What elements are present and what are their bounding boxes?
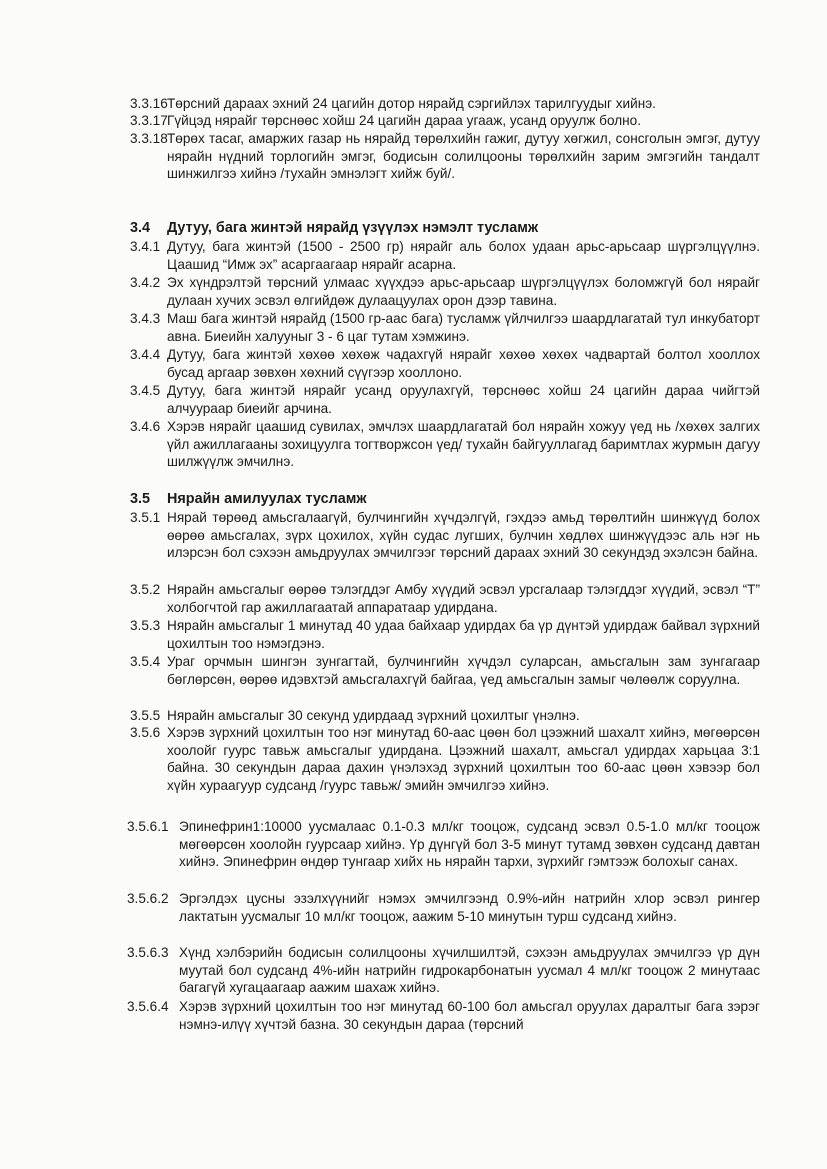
list-item (130, 346, 760, 382)
item-text: Ураг орчмын шингэн зунгагтай, булчингийн хүчдэл суларсан, амьсгалын зам зунгагаар бөглөрсөн, өөрөө идэвхтэй амьсгалахгүй байгаа, үед амьсгалын замыг чөлөөлж соруулна. (167, 654, 760, 687)
item-number: 3.3.18 (130, 131, 168, 146)
item-number: 3.3.17 (130, 113, 168, 128)
item-text: Нярайн амьсгалыг өөрөө тэлэгддэг Амбу хүүдий эсвэл урсгалаар тэлэгддэг хүүдий, эсвэл “Т” холбогчтой гар ажиллагаатай аппаратаар удирдана. (167, 582, 760, 615)
item-text: Нярай төрөөд амьсгалаагүй, булчингийн хүчдэлгүй, гэхдээ амьд төрөлтийн шинжүүд болох өөрөө амьсгалах, зүрх цохилох, хүйн судас лугших, булчин хөдлөх шинжүүдээс аль нэг нь илэрсэн бол сэхээн амьдруулах эмчилгээг төрсний дараах эхний 30 секундэд эхэлсэн байна. (167, 510, 760, 561)
item-text: Гүйцэд нярайг төрснөөс хойш 24 цагийн дараа угааж, усанд оруулж болно. (167, 113, 641, 128)
sub-list-item (127, 818, 760, 890)
item-text: Эпинефрин1:10000 уусмалаас 0.1-0.3 мл/кг тооцож, судсанд эсвэл 0.5-1.0 мл/кг тооцож мөгөөрсөн хоолойн гуурсаар хийнэ. Үр дүнгүй бол 3-5 минут тутамд зөвхөн судсанд давтан хийнэ. Эпинефрин өндөр тунгаар хийх нь нярайн тархи, зүрхийг гэмтээж болохыг санах. (179, 819, 760, 870)
item-number: 3.4.6 (130, 419, 161, 434)
item-text: Нярайн амьсгалыг 30 секунд удирдаад зүрхний цохилтыг үнэлнэ. (167, 708, 580, 723)
item-number: 3.5.6.3 (127, 945, 169, 960)
item-number: 3.5.3 (130, 618, 161, 633)
list-item (130, 382, 760, 418)
item-text: Дутуу, бага жинтэй хөхөө хөхөж чадахгүй нярайг хөхөө хөхөх чадвартай болтол хооллох бусад аргаар зөвхөн хөхний сүүгээр хооллоно. (167, 347, 760, 380)
section-title: Нярайн амилуулах тусламж (167, 491, 367, 507)
list-item (130, 112, 760, 130)
list-item (130, 617, 760, 653)
list-item (130, 581, 760, 617)
item-number: 3.4.5 (130, 383, 161, 398)
item-text: Маш бага жинтэй нярайд (1500 гр-аас бага) тусламж үйлчилгээ шаардлагатай тул инкубаторт авна. Биеийн халууныг 3 - 6 цаг тутам хэмжинэ. (167, 311, 760, 344)
list-item (130, 707, 760, 725)
list-item (130, 95, 760, 113)
item-number: 3.4.3 (130, 311, 161, 326)
item-number: 3.5.4 (130, 654, 161, 669)
item-number: 3.5.2 (130, 582, 161, 597)
item-text: Хэрэв зүрхний цохилтын тоо нэг минутад 60-аас цөөн бол цээжний шахалт хийнэ, мөгөөрсөн хоолойг гуурс тавьж амьсгалыг удирдана. Цээжний шахалт, амьсгал удирдах харьцаа 3:1 байна. 30 секундын дараа дахин үнэлэхэд зүрхний цохилтын тоо 60-аас цөөн хэвээр бол хүйн хураагуур судсанд /гуурс тавьж/ эмийн эмчилгээ хийнэ. (167, 725, 760, 793)
item-text: Хэрэв нярайг цаашид сувилах, эмчлэх шаардлагатай бол нярайн хожуу үед нь /хөхөх залгих үйл ажиллагааны зохицуулга тогтворжсон үед/ тухайн байгууллагад баримтлах журмын дагуу шилжүүлж эмчилнэ. (167, 419, 760, 470)
item-number: 3.5.6.1 (127, 819, 169, 834)
item-text: Дутуу, бага жинтэй (1500 - 2500 гр) нярайг аль болох удаан арьс-арьсаар шүргэлцүүлнэ. Цаашид “Имж эх” асаргаагаар нярайг асарна. (167, 239, 760, 272)
item-number: 3.5.6 (130, 725, 161, 740)
section-heading (130, 219, 760, 239)
list-item (130, 130, 760, 202)
list-item (130, 310, 760, 346)
item-text: Хэрэв зүрхний цохилтын тоо нэг минутад 60-100 бол амьсгал оруулах даралтыг бага зэрэг нэмнэ-илүү хүчтэй базна. 30 секундын дараа (төрсний (179, 999, 760, 1032)
item-number: 3.5.1 (130, 510, 161, 525)
sub-list-item (127, 890, 760, 944)
list-item (130, 418, 760, 472)
item-text: Эргэлдэх цусны эзэлхүүнийг нэмэх эмчилгээнд 0.9%-ийн натрийн хлор эсвэл рингер лактатын уусмалыг 10 мл/кг тооцож, аажим 5-10 минутын турш судсанд хийнэ. (179, 891, 760, 924)
item-text: Төрөх тасаг, амаржих газар нь нярайд төрөлхийн гажиг, дутуу хөгжил, сонсголын эмгэг, дутуу нярайн нүдний торлогийн эмгэг, бодисын солилцооны төрөлхийн зарим эмгэгийн тандалт шинжилгээ хийнэ /тухайн эмнэлэгт хийж буй/. (167, 131, 760, 182)
item-text: Төрсний дараах эхний 24 цагийн дотор нярайд сэргийлэх тарилгуудыг хийнэ. (167, 96, 656, 111)
section-number: 3.5 (130, 491, 151, 507)
list-item (130, 274, 760, 310)
item-text: Хүнд хэлбэрийн бодисын солилцооны хүчилшилтэй, сэхээн амьдруулах эмчилгээ үр дүн муутай бол судсанд 4%-ийн натрийн гидрокарбонатын уусмал 4 мл/кг тооцож 2 минутаас багагүй хугацаагаар аажим шахаж хийнэ. (179, 945, 760, 996)
item-text: Дутуу, бага жинтэй нярайг усанд оруулахгүй, төрснөөс хойш 24 цагийн дараа чийгтэй алчуураар биеийг арчина. (167, 383, 760, 416)
item-number: 3.4.2 (130, 275, 161, 290)
item-text: Эх хүндрэлтэй төрсний улмаас хүүхдээ арьс-арьсаар шүргэлцүүлэх боломжгүй бол нярайг дулаан хучих эсвэл өлгийдөж дулаацуулах орон дээр тавина. (167, 275, 760, 308)
list-item (130, 653, 760, 707)
list-item (130, 509, 760, 581)
item-number: 3.5.6.2 (127, 891, 169, 906)
item-text: Нярайн амьсгалыг 1 минутад 40 удаа байхаар удирдах ба үр дүнтэй удирдаж байвал зүрхний цохилтын тоо нэмэгдэнэ. (167, 618, 760, 651)
sub-list-item (127, 944, 760, 998)
section-number: 3.4 (130, 220, 151, 236)
section-title: Дутуу, бага жинтэй нярайд үзүүлэх нэмэлт тусламж (167, 220, 539, 236)
item-number: 3.4.4 (130, 347, 161, 362)
item-number: 3.5.5 (130, 708, 161, 723)
item-number: 3.3.16 (130, 96, 168, 111)
section-heading (130, 490, 760, 510)
item-number: 3.4.1 (130, 239, 161, 254)
list-item (130, 724, 760, 814)
list-item (130, 238, 760, 274)
sub-list-item (127, 998, 760, 1052)
item-number: 3.5.6.4 (127, 999, 169, 1014)
